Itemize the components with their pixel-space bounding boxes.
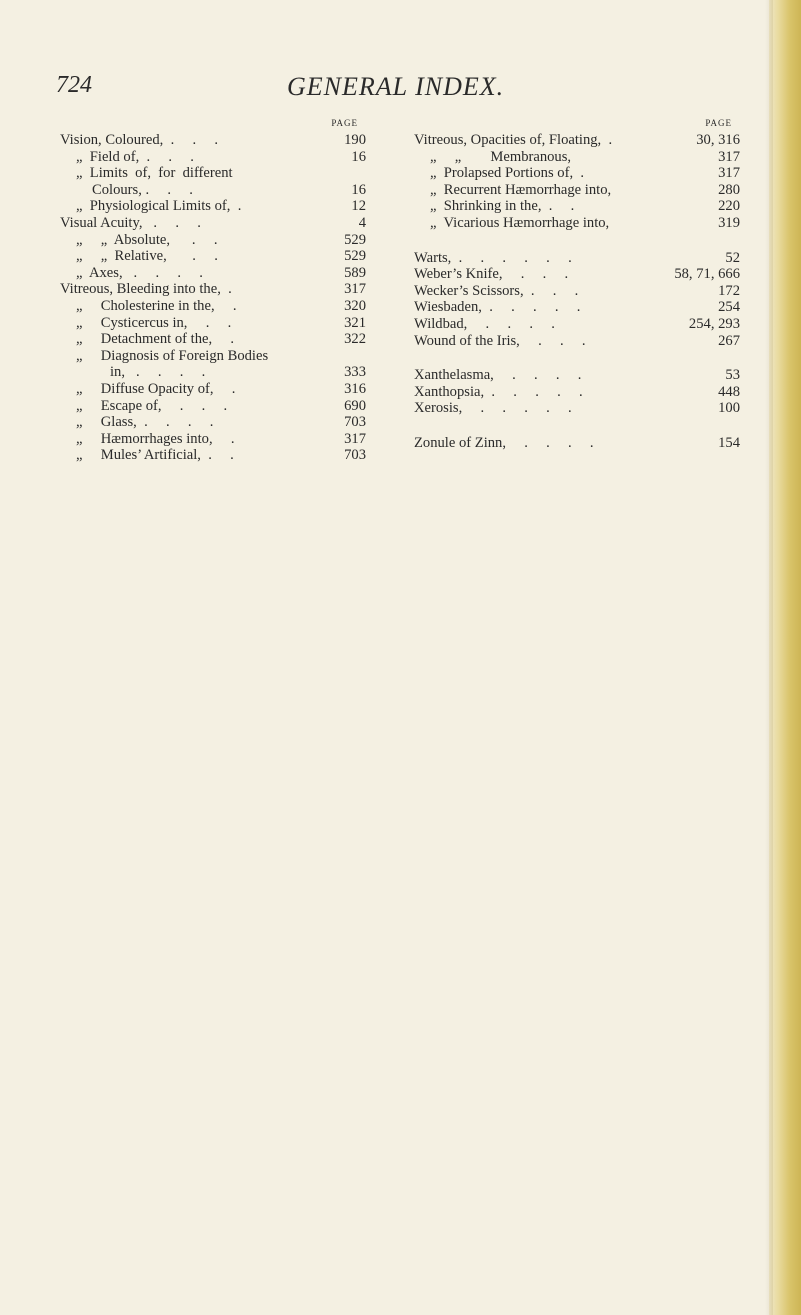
index-entry-text: „ Field of, . . . <box>76 148 194 165</box>
index-entry-text: Xanthopsia, . . . . . <box>414 383 583 400</box>
index-entry <box>60 281 366 298</box>
index-entry-text: „ Shrinking in the, . . <box>430 198 575 215</box>
index-entry <box>60 149 366 166</box>
index-entry-text: „ Physiological Limits of, . <box>76 198 242 215</box>
index-entry <box>414 400 740 417</box>
index-entry <box>414 215 740 232</box>
index-entry-text: „ Cholesterine in the, . <box>76 297 237 314</box>
index-entry-text: „ Axes, . . . . <box>76 264 203 281</box>
index-entry-page: 267 <box>718 332 740 349</box>
index-entry <box>414 266 740 283</box>
index-entry-text: „ „ Membranous, <box>430 148 572 165</box>
index-entry-page: 254, 293 <box>688 315 740 332</box>
index-entry-text: Wiesbaden, . . . . . <box>414 299 581 316</box>
index-entry-text: Xanthelasma, . . . . <box>414 367 582 384</box>
index-entry <box>414 316 740 333</box>
index-entry-text: „ Limits of, for different <box>76 165 233 182</box>
index-entry-text: Vision, Coloured, . . . <box>60 132 219 148</box>
index-entry <box>60 414 366 431</box>
index-entry-text: „ „ Absolute, . . <box>76 231 218 248</box>
index-entry-text: „ Hæmorrhages into, . <box>76 430 235 447</box>
index-entry-page: 589 <box>344 264 366 281</box>
index-entry-page: 12 <box>351 198 366 215</box>
index-entry-page: 254 <box>718 299 740 316</box>
index-entry-page: 529 <box>344 248 366 265</box>
index-entry-page: 529 <box>344 231 366 248</box>
index-entry-text: „ Prolapsed Portions of, . <box>430 165 585 182</box>
index-entry-page: 30, 316 <box>696 132 740 148</box>
index-entry-page: 319 <box>718 214 740 231</box>
index-entry <box>414 132 740 149</box>
index-entry <box>60 265 366 282</box>
index-entry-page: 333 <box>344 364 366 381</box>
group-spacer <box>414 349 740 367</box>
index-entry <box>60 182 366 199</box>
index-entry-page: 317 <box>344 281 366 298</box>
index-entry <box>60 364 366 381</box>
index-entry-page: 52 <box>725 249 740 266</box>
index-entry <box>60 232 366 249</box>
index-entry <box>414 333 740 350</box>
left-index-column <box>60 118 366 464</box>
index-entry <box>60 331 366 348</box>
index-entry-page: 172 <box>718 282 740 299</box>
index-entry <box>414 149 740 166</box>
index-entry-page: 317 <box>718 148 740 165</box>
index-entry <box>60 165 366 182</box>
index-entry-page: 190 <box>344 132 366 148</box>
index-entry-text: Vitreous, Bleeding into the, . <box>60 281 232 298</box>
index-entry-page: 58, 71, 666 <box>674 266 740 283</box>
index-entry-page: 316 <box>344 380 366 397</box>
index-entry-page: 220 <box>718 198 740 215</box>
running-title: GENERAL INDEX. <box>287 72 505 101</box>
index-entry-text: Wound of the Iris, . . . <box>414 332 586 349</box>
index-entry <box>60 398 366 415</box>
right-index-column <box>414 118 740 452</box>
group-spacer <box>414 417 740 435</box>
index-entry-text: „ Glass, . . . . <box>76 414 214 431</box>
index-entry <box>60 348 366 365</box>
index-entry <box>60 315 366 332</box>
index-entry <box>414 384 740 401</box>
index-entry-text: Colours, . . . <box>92 181 193 198</box>
index-entry <box>414 299 740 316</box>
index-entry-text: Wecker’s Scissors, . . . <box>414 282 579 299</box>
index-entry-text: Wildbad, . . . . <box>414 315 555 332</box>
index-entry-text: Visual Acuity, . . . <box>60 214 201 231</box>
index-entry-text: „ Detachment of the, . <box>76 331 235 348</box>
index-entry-text: „ Cysticercus in, . . <box>76 314 232 331</box>
index-entry-text: „ Diagnosis of Foreign Bodies <box>76 347 269 364</box>
index-entry-page: 317 <box>718 165 740 182</box>
index-entry <box>60 381 366 398</box>
index-entry <box>414 435 740 452</box>
index-entry <box>60 431 366 448</box>
group-spacer <box>414 232 740 250</box>
page-edge <box>769 0 801 1315</box>
index-entry <box>60 198 366 215</box>
index-entry <box>414 165 740 182</box>
index-entry-text: „ Recurrent Hæmorrhage into, <box>430 181 612 198</box>
page-column-heading: PAGE <box>705 118 732 128</box>
index-entry <box>414 198 740 215</box>
index-entry-page: 16 <box>351 181 366 198</box>
page-edge-shadow <box>765 0 773 1315</box>
index-entry-page: 53 <box>725 367 740 384</box>
index-entry-text: Weber’s Knife, . . . <box>414 266 569 283</box>
index-entry-page: 448 <box>718 383 740 400</box>
index-entry-page: 4 <box>358 214 366 231</box>
index-entry <box>414 182 740 199</box>
index-entry-text: in, . . . . <box>110 364 206 381</box>
index-entry-page: 154 <box>718 434 740 451</box>
index-entry <box>60 447 366 464</box>
index-entry-page: 703 <box>344 447 366 464</box>
index-entry-page: 280 <box>718 181 740 198</box>
index-entry-page: 16 <box>351 148 366 165</box>
index-entry-text: Warts, . . . . . . <box>414 249 572 266</box>
index-entry-text: „ Escape of, . . . <box>76 397 228 414</box>
index-entry-page: 317 <box>344 430 366 447</box>
page-column-heading: PAGE <box>331 118 358 128</box>
index-entry-text: „ Vicarious Hæmorrhage into, <box>430 214 610 231</box>
index-entry-page: 703 <box>344 414 366 431</box>
index-entry-page: 100 <box>718 400 740 417</box>
index-entry <box>60 248 366 265</box>
index-entry-text: „ Mules’ Artificial, . . <box>76 447 234 464</box>
index-entry-page: 320 <box>344 297 366 314</box>
index-entry-text: Vitreous, Opacities of, Floating, . <box>414 132 613 148</box>
index-entry <box>414 283 740 300</box>
index-entry-text: „ „ Relative, . . <box>76 248 218 265</box>
index-entry <box>60 215 366 232</box>
index-entry-text: Xerosis, . . . . . <box>414 400 572 417</box>
index-entry-text: Zonule of Zinn, . . . . <box>414 434 594 451</box>
page-number: 724 <box>56 72 92 98</box>
index-entry-page: 322 <box>344 331 366 348</box>
index-entry <box>60 132 366 149</box>
index-entry <box>60 298 366 315</box>
page-header <box>0 72 801 106</box>
index-entry-page: 321 <box>344 314 366 331</box>
index-entry-text: „ Diffuse Opacity of, . <box>76 380 236 397</box>
index-entry <box>414 367 740 384</box>
index-entry <box>414 250 740 267</box>
index-entry-page: 690 <box>344 397 366 414</box>
